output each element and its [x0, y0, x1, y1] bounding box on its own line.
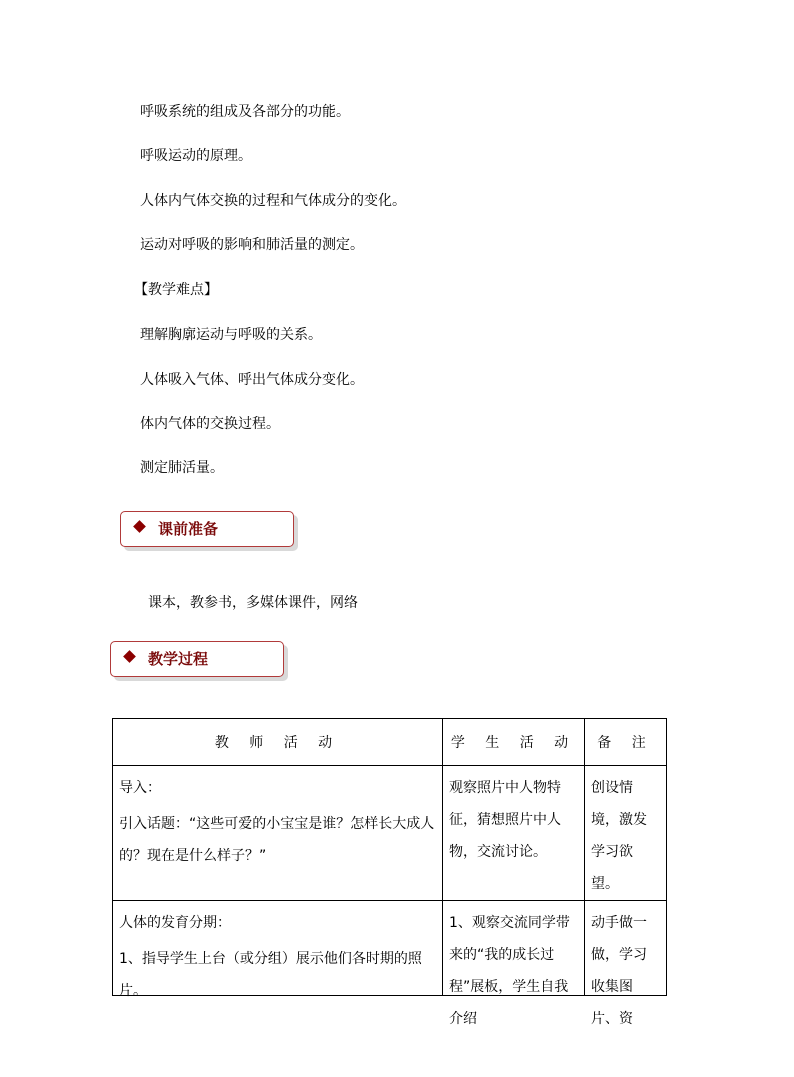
- student-activity-cell: [443, 901, 585, 1027]
- notes-text: 动手做一做，学习收集图片、资: [591, 915, 647, 1027]
- difficulty-point-1: 理解胸廓运动与呼吸的关系。: [140, 327, 322, 343]
- notes-cell: [585, 901, 667, 1027]
- key-point-3: 人体内气体交换的过程和气体成分的变化。: [140, 193, 406, 209]
- table-row: [113, 901, 667, 996]
- diamond-bullet-icon: [133, 520, 146, 533]
- student-activity-cell: [443, 766, 585, 901]
- table-header-row: [113, 719, 667, 766]
- student-activity-text: 1、观察交流同学带来的“我的成长过程”展板，学生自我介绍: [449, 915, 570, 1027]
- key-point-1: 呼吸系统的组成及各部分的功能。: [140, 104, 350, 120]
- diamond-bullet-icon: [123, 650, 136, 663]
- notes-text: 创设情境，激发学习欲望。: [591, 780, 647, 892]
- section-prep-header: [120, 511, 294, 547]
- teacher-activity-cell: [113, 901, 443, 999]
- key-point-4: 运动对呼吸的影响和肺活量的测定。: [140, 237, 364, 253]
- key-point-2: 呼吸运动的原理。: [140, 148, 252, 164]
- student-activity-text: 观察照片中人物特征，猜想照片中人物，交流讨论。: [449, 780, 561, 860]
- notes-cell: [585, 766, 667, 901]
- header-student-activity: 学 生 活 动: [443, 719, 585, 766]
- table-row: [113, 766, 667, 901]
- difficulty-point-2: 人体吸入气体、呼出气体成分变化。: [140, 372, 364, 388]
- section-prep-title: 课前准备: [158, 520, 219, 538]
- header-notes: 备 注: [585, 719, 667, 766]
- difficulty-point-3: 体内气体的交换过程。: [140, 416, 280, 432]
- teacher-activity-line: 导入：: [119, 780, 161, 796]
- difficulty-point-4: 测定肺活量。: [140, 460, 224, 476]
- section-process-header: [110, 641, 284, 677]
- difficulty-heading: 【教学难点】: [134, 282, 218, 298]
- header-teacher-activity: 教 师 活 动: [113, 719, 443, 766]
- materials-list: 课本，教参书，多媒体课件，网络: [148, 595, 358, 611]
- teacher-activity-line: 引入话题：“这些可爱的小宝宝是谁？怎样长大成人的？现在是什么样子？”: [119, 816, 435, 864]
- teacher-activity-line: 人体的发育分期：: [119, 915, 231, 931]
- teacher-activity-line: 1、指导学生上台（或分组）展示他们各时期的照片。: [119, 951, 422, 999]
- teaching-process-table: [112, 718, 667, 1027]
- teacher-activity-cell: [113, 766, 443, 901]
- section-process-title: 教学过程: [148, 650, 209, 668]
